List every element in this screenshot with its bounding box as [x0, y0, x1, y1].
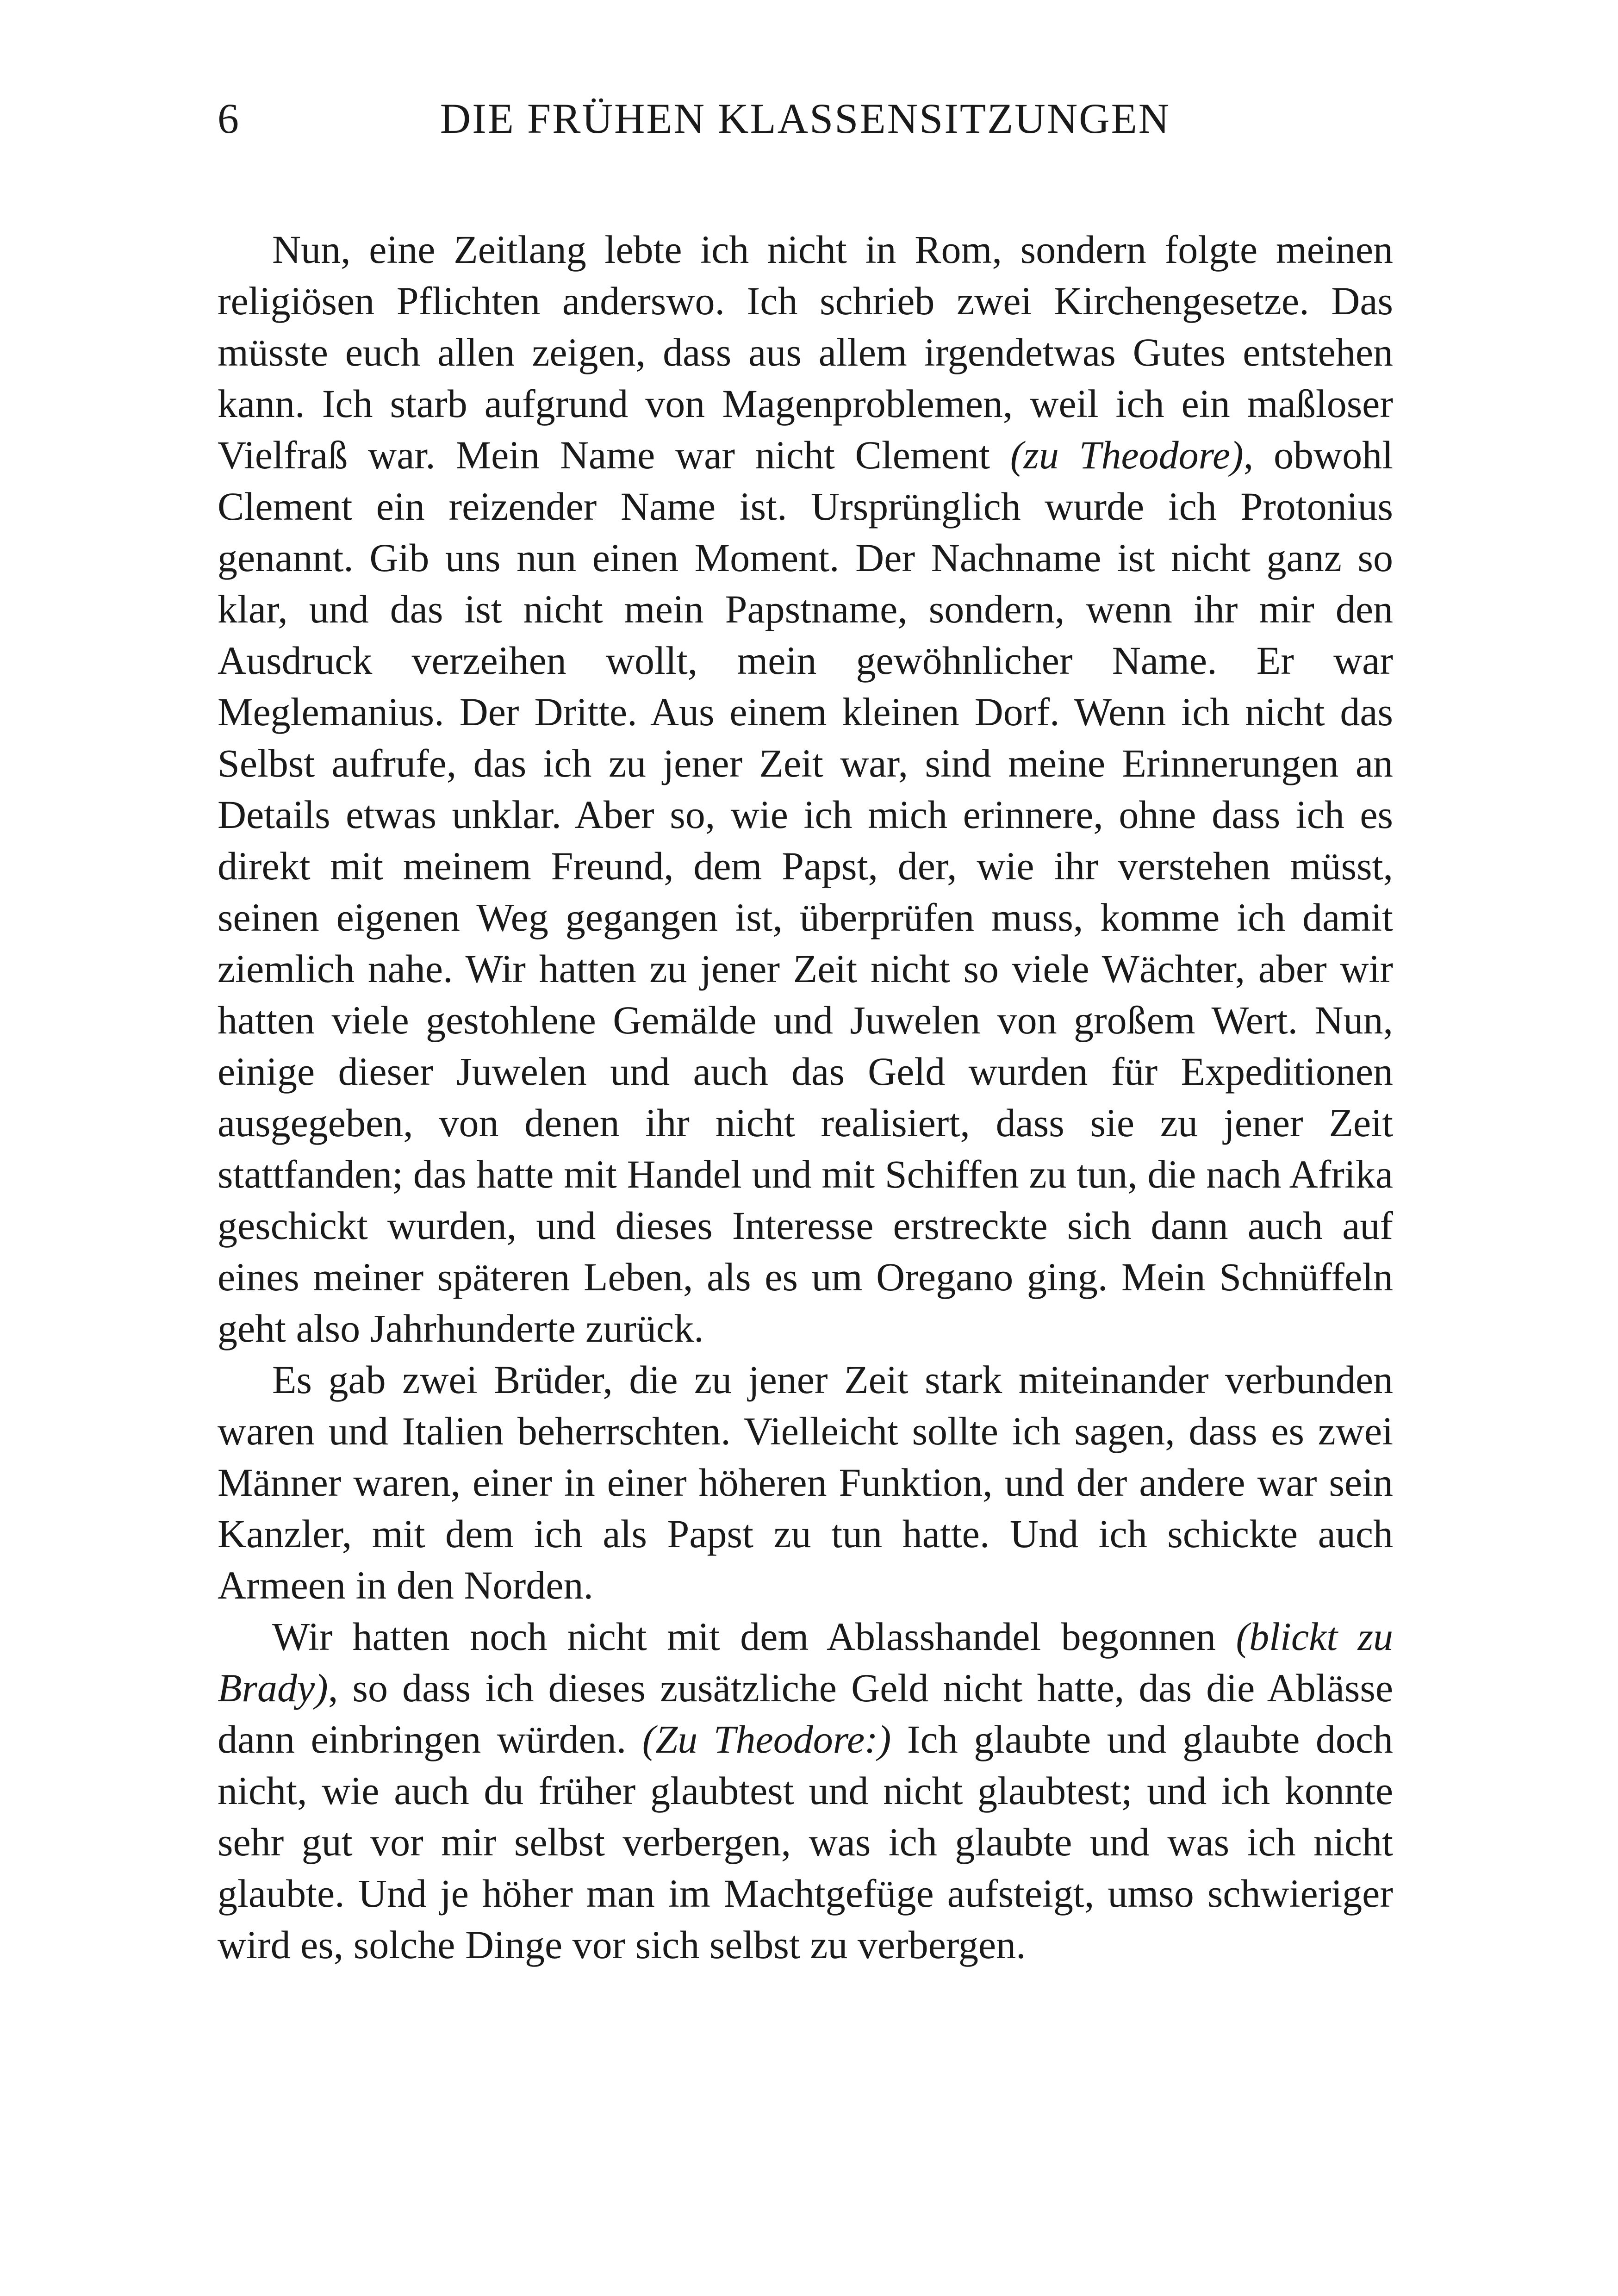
running-title: DIE FRÜHEN KLASSENSITZUNGEN [440, 95, 1171, 142]
page-number: 6 [218, 95, 239, 142]
stage-direction: (zu Theodore) [1010, 433, 1244, 477]
text-run: Ich glaubte und glaubte doch nicht, wie auch du früher glaubtest und nicht glaubtest; und ich konnte sehr gut vor mir selbst verbergen, was ich glaubte und was ich nicht glaubte. Und je höher man im Machtgefüge aufsteigt, umso schwieriger wird es, solche Dinge vor sich selbst zu verbergen. [218, 1717, 1394, 1967]
text-run: , so dass ich dieses zusätzliche Geld nicht hatte, das die Ablässe dann einbringen würden. [218, 1666, 1393, 1761]
text-run: Es gab zwei Brüder, die zu jener Zeit stark miteinander verbunden waren und Italien beherrschten. Vielleicht sollte ich sagen, dass es zwei Männer waren, einer in einer höheren Funktion, und der andere war sein Kanzler, mit dem ich als Papst zu tun hatte. Und ich schickte auch Armeen in den Norden. [218, 1357, 1393, 1607]
text-run: Wir hatten noch nicht mit dem Ablasshandel begonnen [272, 1614, 1236, 1659]
paragraph-2 [218, 1354, 1393, 1611]
paragraph-1 [218, 224, 1393, 1354]
text-run: Nun, eine Zeitlang lebte ich nicht in Rom, sondern folgte meinen religiösen Pflichten anderswo. Ich schrieb zwei Kirchengesetze. Das müsste euch allen zeigen, dass aus allem irgendetwas Gutes entstehen kann. Ich starb aufgrund von Magenproblemen, weil ich ein maßloser Vielfraß war. Mein Name war nicht Clement [218, 227, 1393, 477]
stage-direction: (Zu Theodore:) [642, 1717, 891, 1761]
page-header [218, 91, 1393, 156]
paragraph-3 [218, 1611, 1393, 1971]
text-run: , obwohl Clement ein reizender Name ist. Ursprünglich wurde ich Protonius genannt. Gib uns nun einen Moment. Der Nachname ist nicht ganz so klar, und das ist nicht mein Papstname, sondern, wenn ihr mir den Ausdruck verzeihen wollt, mein gewöhnlicher Name. Er war Meglemanius. Der Dritte. Aus einem kleinen Dorf. Wenn ich nicht das Selbst aufrufe, das ich zu jener Zeit war, sind meine Erinnerungen an Details etwas unklar. Aber so, wie ich mich erinnere, ohne dass ich es direkt mit meinem Freund, dem Papst, der, wie ihr verstehen müsst, seinen eigenen Weg gegangen ist, überprüfen muss, komme ich damit ziemlich nahe. Wir hatten zu jener Zeit nicht so viele Wächter, aber wir hatten viele gestohlene Gemälde und Juwelen von großem Wert. Nun, einige dieser Juwelen und auch das Geld wurden für Expeditionen ausgegeben, von denen ihr nicht realisiert, dass sie zu jener Zeit stattfanden; das hatte mit Handel und mit Schiffen zu tun, die nach Afrika geschickt wurden, und dieses Interesse erstreckte sich dann auch auf eines meiner späteren Leben, als es um Oregano ging. Mein Schnüffeln geht also Jahrhunderte zurück. [218, 433, 1394, 1350]
stage-direction: (blickt zu Brady) [218, 1614, 1393, 1710]
body-text [218, 224, 1393, 1971]
